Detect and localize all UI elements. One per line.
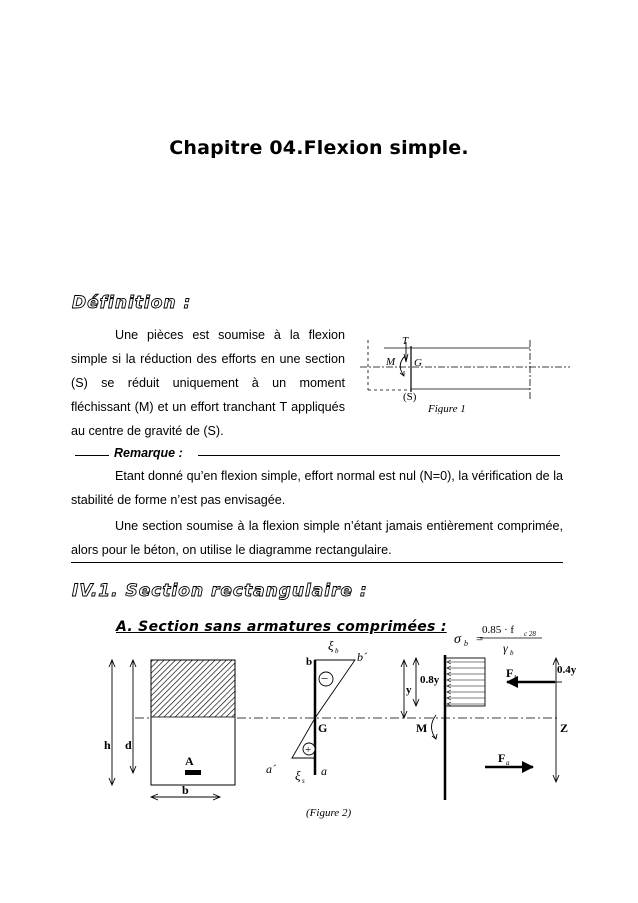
remark-rule-left [75,455,109,456]
fig1-label-M: M [386,356,396,368]
svg-text:b: b [464,639,468,648]
svg-text:a: a [506,759,510,767]
label-Fa: F [498,751,506,765]
figure-2 [90,615,590,827]
figure-1 [360,332,570,414]
definition-heading: Définition : [72,293,192,313]
plus-sign: + [305,744,312,756]
figure-2-caption: (Figure 2) [306,807,352,819]
label-A: A [185,754,194,768]
stress-arrows [447,660,485,706]
svg-text:b: b [510,649,514,657]
compressed-zone [151,660,235,717]
svg-text:c 28: c 28 [524,630,536,638]
sigma-formula [454,624,542,657]
label-G: G [318,721,328,735]
remark-label: Remarque : [114,446,183,460]
label-y: y [406,684,412,696]
fig1-label-T: T [402,335,409,347]
svg-text:γ: γ [503,641,508,655]
label-a-prime: a´ [266,762,276,776]
label-b-top: b [306,656,313,668]
remark-paragraph-1: Etant donné qu’en flexion simple, effort normal est nul (N=0), la vérification de la stabilité de forme n’est pas envisagée. [71,469,563,507]
fig1-caption: Figure 1 [428,403,466,414]
label-Fb: F [506,666,514,680]
svg-text:b: b [514,674,518,682]
label-xi-s: ξ [295,768,301,783]
remark-paragraph-2: Une section soumise à la flexion simple n’étant jamais entièrement comprimée, alors pour le béton, on utilise le diagramme rectangulaire. [71,519,563,557]
svg-text:=: = [476,631,484,646]
minus-sign: − [321,671,329,686]
label-b: b [182,783,189,797]
label-xi-b: ξ [328,638,334,653]
steel-bar [185,770,201,775]
definition-text: Une pièces est soumise à la flexion simple si la réduction des efforts en une section (S) se réduit uniquement à un moment fléchissant (M) et un effort tranchant T appliqués au centre de gravité de (S). [71,328,345,438]
svg-text:b: b [335,647,339,655]
section-heading: IV.1. Section rectangulaire : [72,581,368,601]
label-h: h [104,738,111,752]
section-subheading: A. Section sans armatures comprimées : [116,619,447,635]
moment-arc [432,715,437,739]
svg-text:0.85 · f: 0.85 · f [482,624,515,636]
remark-rule-bottom [71,562,563,563]
svg-text:s: s [302,777,305,785]
label-0.8y: 0.8y [420,674,440,686]
label-d: d [125,738,132,752]
label-Z: Z [560,721,569,735]
label-a: a [321,764,327,778]
remark-rule-right [198,455,560,456]
label-b-prime: b´ [357,650,367,664]
label-M: M [416,721,428,735]
label-0.4y: 0.4y [557,664,577,676]
svg-text:σ: σ [454,632,461,647]
page-title: Chapitre 04.Flexion simple. [169,137,469,159]
fig1-label-S: (S) [403,391,417,403]
compression-strain [315,660,355,718]
fig1-label-G: G [414,357,422,369]
